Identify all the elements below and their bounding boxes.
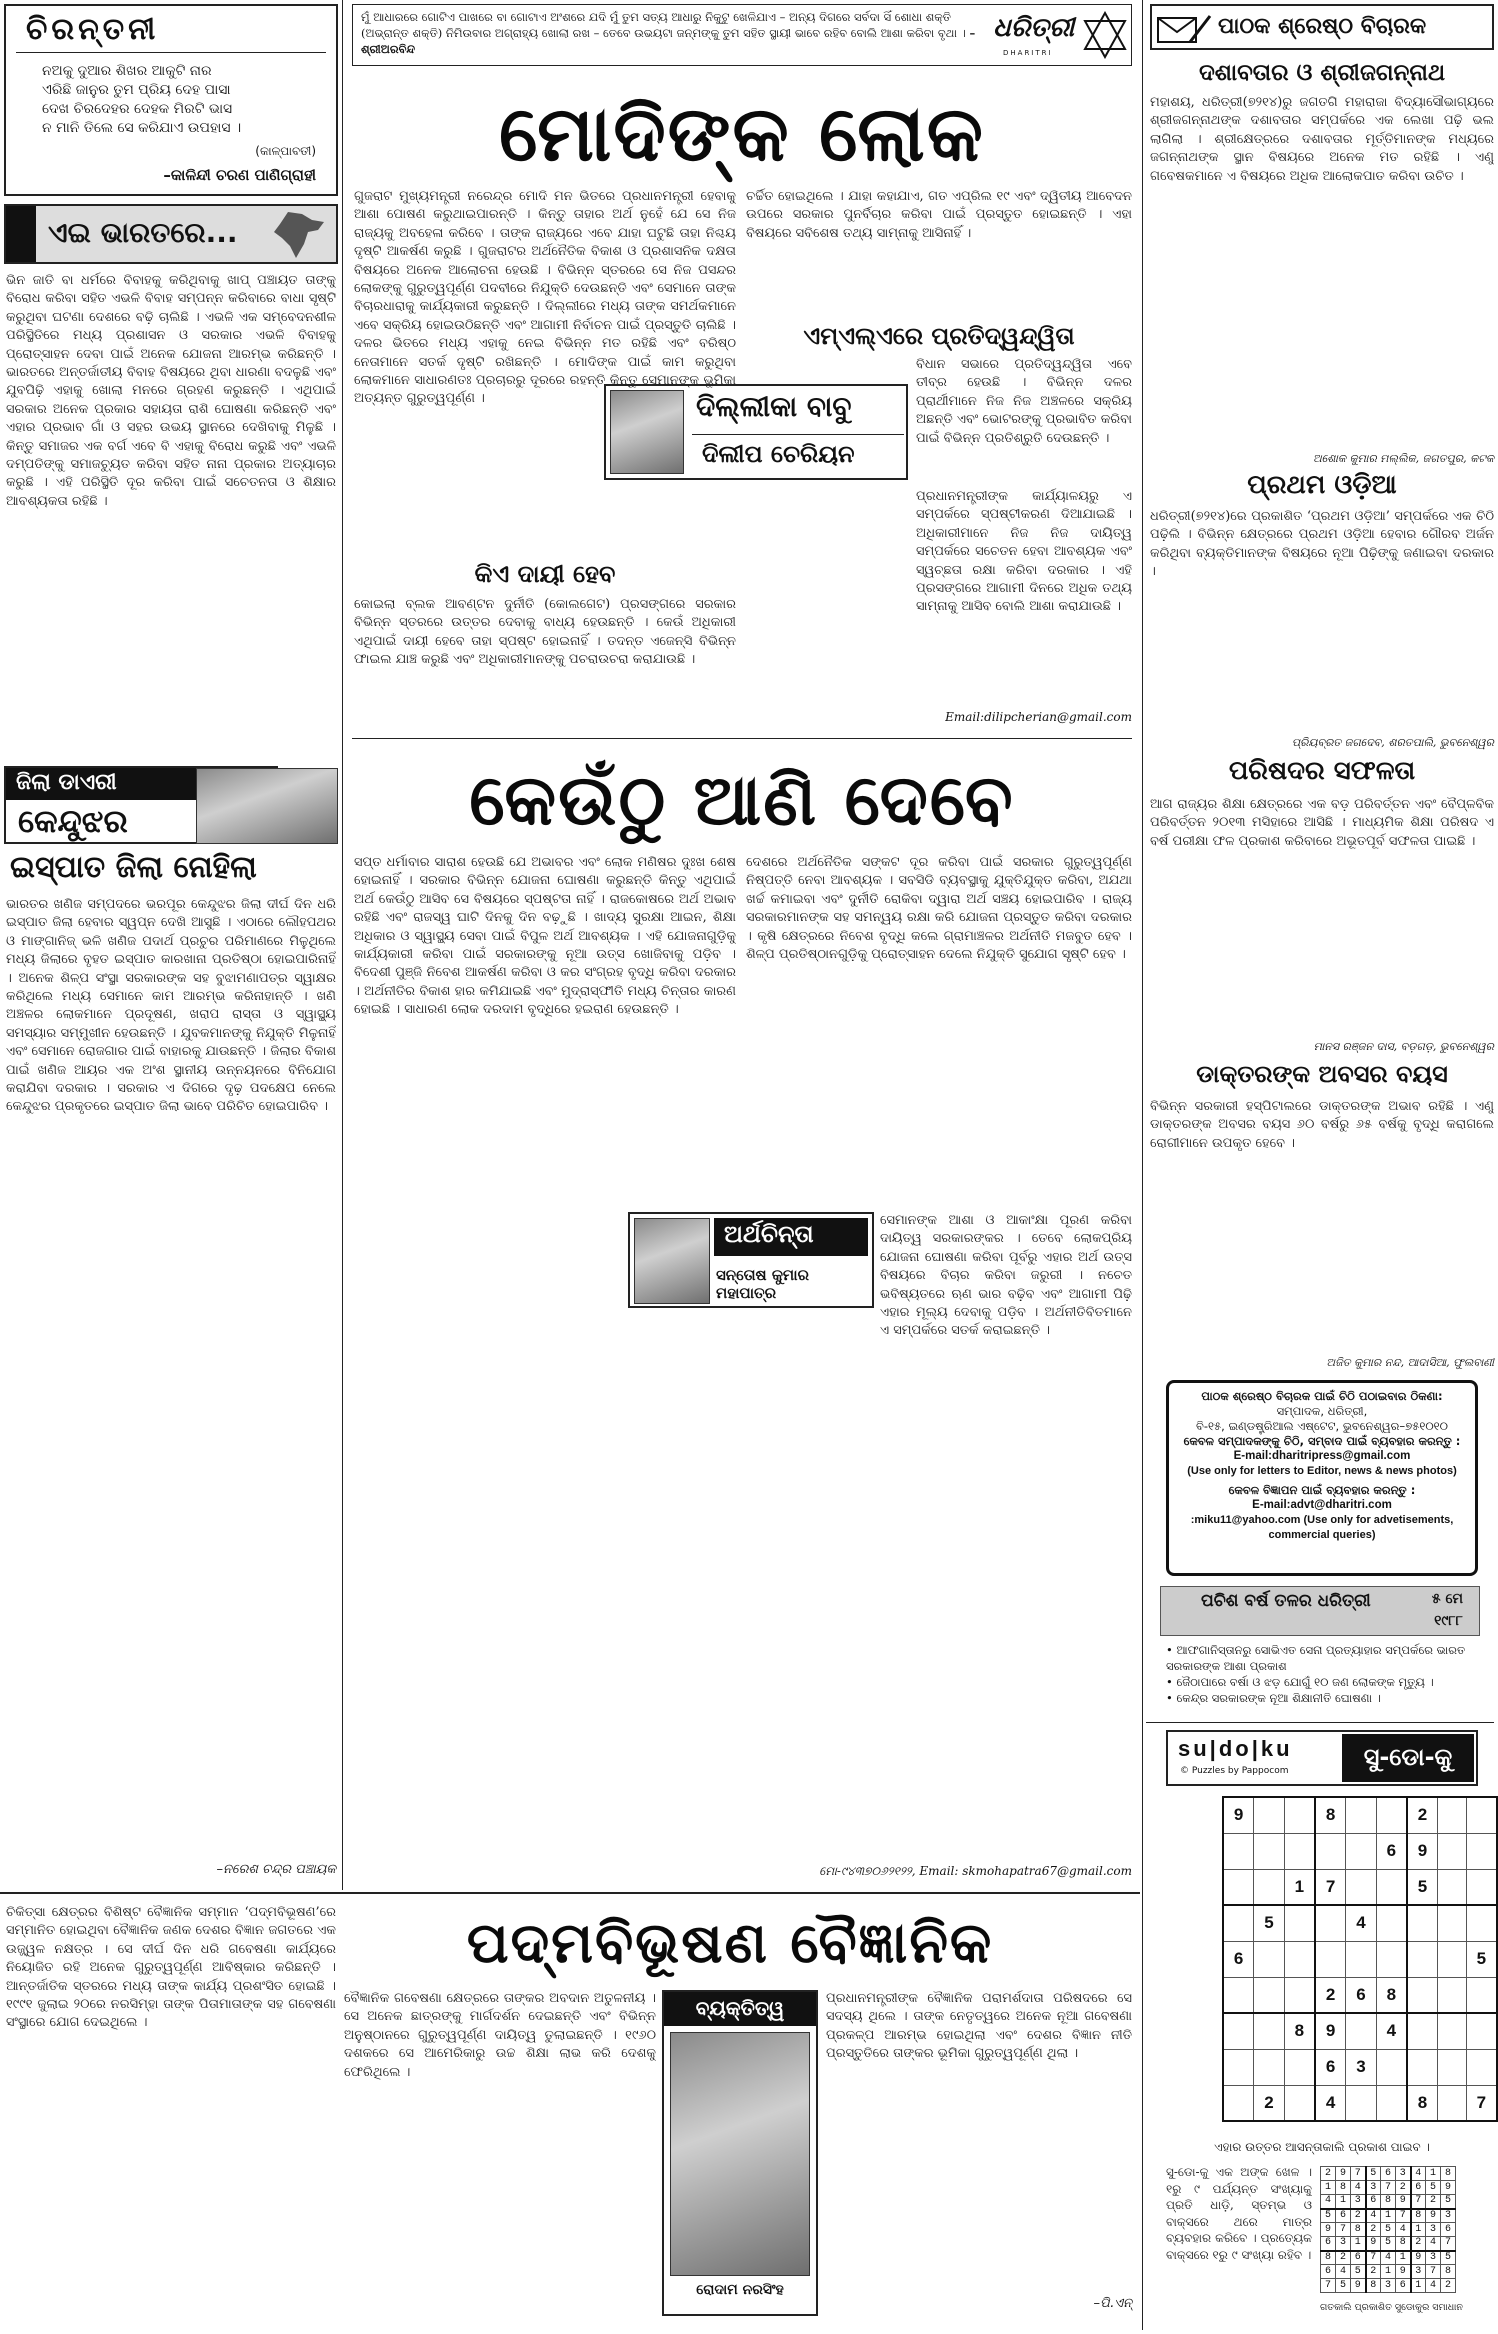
artha-chinta-box xyxy=(628,1212,874,1308)
solution-cell: 7 xyxy=(1336,2223,1351,2237)
sudoku-cell[interactable]: 2 xyxy=(1315,1977,1346,2013)
solution-cell: 4 xyxy=(1426,2279,1441,2293)
sudoku-cell[interactable] xyxy=(1346,1941,1377,1977)
modi-col2-mid: ବିଧାନ ସଭାରେ ପ୍ରତିଦ୍ୱନ୍ଦ୍ୱିତା ଏବେ ତୀବ୍ର ହେଉଛି । ବିଭିନ୍ନ ଦଳର ପ୍ରାର୍ଥୀମାନେ ନିଜ ନିଜ ଅଞ୍ଚଳରେ ସକ୍ରିୟ ଅଛନ୍ତି ଏବଂ ଭୋଟରଙ୍କୁ ପ୍ରଭାବିତ କରିବା ପାଇଁ ବିଭିନ୍ନ ପ୍ରତିଶ୍ରୁତି ଦେଉଛନ୍ତି । xyxy=(916,357,1132,446)
contact-box xyxy=(1166,1380,1478,1576)
sudoku-cell[interactable] xyxy=(1466,1833,1497,1869)
sudoku-cell[interactable] xyxy=(1223,2085,1254,2121)
solution-cell: 1 xyxy=(1336,2195,1351,2209)
sudoku-cell[interactable] xyxy=(1254,1833,1285,1869)
solution-cell: 9 xyxy=(1441,2181,1456,2195)
roddam-narasimha-photo xyxy=(670,2032,810,2276)
solution-cell: 4 xyxy=(1426,2237,1441,2251)
solution-cell: 3 xyxy=(1351,2195,1366,2209)
solution-cell: 7 xyxy=(1351,2167,1366,2181)
letter4-title: ଡାକ୍ତରଙ୍କ ଅବସର ବୟସ xyxy=(1196,1060,1448,1088)
solution-cell: 3 xyxy=(1426,2251,1441,2265)
solution-cell: 1 xyxy=(1411,2279,1426,2293)
solution-cell: 4 xyxy=(1396,2223,1411,2237)
masthead-quote-box xyxy=(352,4,1132,66)
sudoku-cell[interactable]: 6 xyxy=(1346,1977,1377,2013)
sudoku-cell[interactable] xyxy=(1284,1941,1315,1977)
jilla-byline: –ନରେଶ ଚନ୍ଦ୍ର ପଞ୍ଚାୟକ xyxy=(216,1862,336,1877)
solution-cell: 9 xyxy=(1396,2195,1411,2209)
solution-cell: 1 xyxy=(1426,2167,1441,2181)
solution-cell: 2 xyxy=(1366,2265,1381,2279)
sudoku-cell[interactable] xyxy=(1438,1977,1467,2013)
sudoku-cell[interactable] xyxy=(1466,2013,1497,2049)
india-map-icon xyxy=(268,210,328,260)
jilla-diary-label: ଜିଲା ଡାଏରୀ xyxy=(6,768,276,800)
solution-cell: 2 xyxy=(1426,2195,1441,2209)
pachis-item: • ଜୈଠାପାରେ ବର୍ଷା ଓ ଝଡ଼ ଯୋଗୁଁ ୧୦ ଜଣ ଲୋକଙ୍କ ମୃତ୍ୟୁ । xyxy=(1166,1675,1434,1689)
modi-subhead-kie-dayi: କିଏ ଦାୟୀ ହେବ xyxy=(474,560,616,588)
solution-cell: 7 xyxy=(1426,2265,1441,2279)
sudoku-cell[interactable]: 6 xyxy=(1376,1833,1407,1869)
sudoku-cell[interactable] xyxy=(1284,1797,1315,1833)
padma-col1: ଚିକିତ୍ସା କ୍ଷେତ୍ରର ବିଶିଷ୍ଟ ବୈଜ୍ଞାନିକ ସମ୍ମାନ ‘ପଦ୍ମବିଭୂଷଣ’ରେ ସମ୍ମାନିତ ହୋଇଥିବା ବୈଜ୍ଞାନିକ ଜଣକ ଦେଶର ବିଜ୍ଞାନ ଜଗତରେ ଏକ ଉଜ୍ଜ୍ୱଳ ନକ୍ଷତ୍ର । ସେ ଦୀର୍ଘ ଦିନ ଧରି ଗବେଷଣା କାର୍ଯ୍ୟରେ ନିୟୋଜିତ ରହି ଅନେକ ଗୁରୁତ୍ୱପୂର୍ଣ୍ଣ ଆବିଷ୍କାର କରିଛନ୍ତି । ଆନ୍ତର୍ଜାତିକ ସ୍ତରରେ ମଧ୍ୟ ତାଙ୍କ କାର୍ଯ୍ୟ ପ୍ରଶଂସିତ ହୋଇଛି । ୧୯୯୧ ଜୁଲାଇ ୨୦ରେ ନରସିମ୍ହା ତାଙ୍କ ପିତାମାତାଙ୍କ ସହ ଗବେଷଣା ସଂସ୍ଥାରେ ଯୋଗ ଦେଇଥିଲେ । xyxy=(6,1905,336,2031)
sudoku-cell[interactable] xyxy=(1376,2085,1407,2121)
solution-cell: 8 xyxy=(1396,2237,1411,2251)
sudoku-cell[interactable] xyxy=(1315,1833,1346,1869)
padma-caption: ରୋଦାମ ନରସିଂହ xyxy=(696,2282,784,2298)
solution-cell: 7 xyxy=(1441,2237,1456,2251)
letter1-sign: ଅଶୋକ କୁମାର ମଲ୍ଲିକ, ଜଗତପୁର, କଟକ xyxy=(1312,452,1494,465)
solution-cell: 5 xyxy=(1441,2195,1456,2209)
sudoku-cell[interactable]: 4 xyxy=(1376,2013,1407,2049)
solution-cell: 1 xyxy=(1396,2251,1411,2265)
sudoku-cell[interactable] xyxy=(1223,1905,1254,1941)
sudoku-cell[interactable] xyxy=(1466,1905,1497,1941)
contact-line1: କେବଳ ସମ୍ପାଦକଙ୍କୁ ଚିଠି, ସମ୍ବାଦ ପାଇଁ ବ୍ୟବହାର କରନ୍ତୁ : xyxy=(1183,1434,1461,1448)
modi-col2-bottom: ପ୍ରଧାନମନ୍ତ୍ରୀଙ୍କ କାର୍ଯ୍ୟାଳୟରୁ ଏ ସମ୍ପର୍କରେ ସ୍ପଷ୍ଟୀକରଣ ଦିଆଯାଇଛି । ଅଧିକାରୀମାନେ ନିଜ ନିଜ ଦାୟିତ୍ୱ ସମ୍ପର୍କରେ ସଚେତନ ହେବା ଆବଶ୍ୟକ ଏବଂ ସ୍ୱଚ୍ଛତା ରକ୍ଷା କରିବା ଦରକାର । ଏହି ପ୍ରସଙ୍ଗରେ ଆଗାମୀ ଦିନରେ ଅଧିକ ତଥ୍ୟ ସାମ୍ନାକୁ ଆସିବ ବୋଲି ଆଶା କରାଯାଉଛି । xyxy=(916,489,1132,615)
letter4-sign: ଅଜିତ କୁମାର ନନ୍ଦ, ଆଦାସିଆ, ଫୁଲବାଣୀ xyxy=(1326,1356,1494,1369)
solution-cell: 6 xyxy=(1396,2279,1411,2293)
sudoku-cell[interactable]: 8 xyxy=(1407,2085,1438,2121)
solution-cell: 3 xyxy=(1441,2209,1456,2223)
solution-cell: 6 xyxy=(1381,2167,1396,2181)
sudoku-cell[interactable] xyxy=(1466,2049,1497,2085)
sudoku-cell[interactable] xyxy=(1254,1797,1285,1833)
dilip-cherian-photo xyxy=(610,390,684,474)
letter2-title: ପ୍ରଥମ ଓଡ଼ିଆ xyxy=(1247,470,1397,500)
letter3-title: ପରିଷଦର ସଫଳତା xyxy=(1228,756,1416,786)
solution-cell: 7 xyxy=(1411,2195,1426,2209)
sudoku-cell[interactable] xyxy=(1284,2049,1315,2085)
sudoku-cell[interactable] xyxy=(1438,1797,1467,1833)
solution-cell: 3 xyxy=(1336,2237,1351,2251)
sudoku-cell[interactable] xyxy=(1438,1941,1467,1977)
sudoku-cell[interactable] xyxy=(1346,2013,1377,2049)
solution-cell: 7 xyxy=(1321,2279,1336,2293)
letter2-body: ଧରିତ୍ରୀ(୭୨୧୪)ରେ ପ୍ରକାଶିତ ‘ପ୍ରଥମ ଓଡ଼ିଆ’ ସମ୍ପର୍କରେ ଏକ ଚିଠି ପଢ଼ିଲି । ବିଭିନ୍ନ କ୍ଷେତ୍ରରେ ପ୍ରଥମ ଓଡ଼ିଆ ହେବାର ଗୌରବ ଅର୍ଜନ କରିଥିବା ବ୍ୟକ୍ତିମାନଙ୍କ ବିଷୟରେ ନୂଆ ପିଢ଼ିଙ୍କୁ ଜଣାଇବା ଦରକାର । xyxy=(1150,509,1494,580)
sudoku-cell[interactable] xyxy=(1376,1797,1407,1833)
kenthu-col3: ସେମାନଙ୍କ ଆଶା ଓ ଆକାଂକ୍ଷା ପୂରଣ କରିବା ଦାୟିତ୍ୱ ସରକାରଙ୍କର । ତେବେ ଲୋକପ୍ରିୟ ଯୋଜନା ଘୋଷଣା କରିବା ପୂର୍ବରୁ ଏହାର ଅର୍ଥ ଉତ୍ସ ବିଷୟରେ ବିଚାର କରିବା ଜରୁରୀ । ନଚେତ ଭବିଷ୍ୟତରେ ଋଣ ଭାର ବଢ଼ିବ ଏବଂ ଆଗାମୀ ପିଢ଼ି ଏହାର ମୂଲ୍ୟ ଦେବାକୁ ପଡ଼ିବ । ଅର୍ଥନୀତିବିତମାନେ ଏ ସମ୍ପର୍କରେ ସତର୍କ କରାଇଛନ୍ତି । xyxy=(880,1213,1132,1339)
sudoku-cell[interactable] xyxy=(1438,2085,1467,2121)
sudoku-cell[interactable] xyxy=(1438,2013,1467,2049)
letter3-sign: ମାନସ ରଞ୍ଜନ ଦାସ, ବଡ଼ଗଡ଼, ଭୁବନେଶ୍ୱର xyxy=(1313,1040,1494,1053)
sudoku-cell[interactable] xyxy=(1438,1869,1467,1905)
solution-cell: 2 xyxy=(1396,2181,1411,2195)
pathak-banner xyxy=(1150,4,1494,50)
sudoku-cell[interactable]: 6 xyxy=(1223,1941,1254,1977)
solution-cell: 4 xyxy=(1321,2195,1336,2209)
letter4-body: ବିଭିନ୍ନ ସରକାରୀ ହସ୍ପିଟାଲରେ ଡାକ୍ତରଙ୍କ ଅଭାବ ରହିଛି । ଏଣୁ ଡାକ୍ତରଙ୍କ ଅବସର ବୟସ ୬୦ ବର୍ଷରୁ ୬୫ ବର୍ଷକୁ ବୃଦ୍ଧି କରାଗଲେ ରୋଗୀମାନେ ଉପକୃତ ହେବେ । xyxy=(1150,1099,1494,1151)
sudoku-cell[interactable] xyxy=(1438,2049,1467,2085)
solution-cell: 9 xyxy=(1336,2167,1351,2181)
jilla-body: ଭାରତର ଖଣିଜ ସମ୍ପଦରେ ଭରପୂର କେନ୍ଦୁଝର ଜିଲା ଦୀର୍ଘ ଦିନ ଧରି ଇସ୍ପାତ ଜିଲା ହେବାର ସ୍ୱପ୍ନ ଦେଖି ଆସୁଛି । ଏଠାରେ ଲୌହପଥର ଓ ମାଙ୍ଗାନିଜ୍ ଭଳି ଖଣିଜ ପଦାର୍ଥ ପ୍ରଚୁର ପରିମାଣରେ ମିଳୁଥିଲେ ମଧ୍ୟ ଜିଲାରେ ବୃହତ ଇସ୍ପାତ କାରଖାନା ପ୍ରତିଷ୍ଠା ହୋଇପାରିନାହିଁ । ଅନେକ ଶିଳ୍ପ ସଂସ୍ଥା ସରକାରଙ୍କ ସହ ବୁଝାମଣାପତ୍ର ସ୍ୱାକ୍ଷର କରିଥିଲେ ମଧ୍ୟ ସେମାନେ କାମ ଆରମ୍ଭ କରିନାହାନ୍ତି । ଖଣି ଅଞ୍ଚଳର ଲୋକମାନେ ପ୍ରଦୂଷଣ, ଖରାପ ରାସ୍ତା ଓ ସ୍ୱାସ୍ଥ୍ୟ ସମସ୍ୟାର ସମ୍ମୁଖୀନ ହେଉଛନ୍ତି । ଯୁବକମାନଙ୍କୁ ନିଯୁକ୍ତି ମିଳୁନାହିଁ ଏବଂ ସେମାନେ ରୋଜଗାର ପାଇଁ ବାହାରକୁ ଯାଉଛନ୍ତି । ଜିଲାର ବିକାଶ ପାଇଁ ଖଣିଜ ଆୟର ଏକ ଅଂଶ ସ୍ଥାନୀୟ ଉନ୍ନୟନରେ ବିନିଯୋଗ କରାଯିବା ଦରକାର । ସରକାର ଏ ଦିଗରେ ଦୃଢ଼ ପଦକ୍ଷେପ ନେଲେ କେନ୍ଦୁଝର ପ୍ରକୃତରେ ଇସ୍ପାତ ଜିଲା ଭାବେ ପରିଚିତ ହୋଇପାରିବ । xyxy=(6,897,336,1115)
sudoku-cell[interactable] xyxy=(1466,1797,1497,1833)
solution-cell: 8 xyxy=(1336,2181,1351,2195)
solution-cell: 1 xyxy=(1321,2181,1336,2195)
solution-cell: 8 xyxy=(1381,2195,1396,2209)
solution-cell: 3 xyxy=(1381,2279,1396,2293)
pathak-title: ପାଠକ ଶ୍ରେଷ୍ଠ ବିଚାରକ xyxy=(1218,14,1427,39)
sudoku-cell[interactable] xyxy=(1254,2013,1285,2049)
sudoku-cell[interactable] xyxy=(1284,1833,1315,1869)
sudoku-cell[interactable]: 6 xyxy=(1315,2049,1346,2085)
solution-cell: 9 xyxy=(1366,2237,1381,2251)
sudoku-title: ସୁ-ଡୋ-କୁ xyxy=(1342,1734,1474,1782)
contact-note1: (Use only for letters to Editor, news & news photos) xyxy=(1187,1465,1457,1477)
solution-cell: 6 xyxy=(1321,2237,1336,2251)
sudoku-solution-grid xyxy=(1320,2166,1456,2293)
solution-cell: 5 xyxy=(1336,2279,1351,2293)
kenthu-col2: ଦେଶରେ ଅର୍ଥନୈତିକ ସଙ୍କଟ ଦୂର କରିବା ପାଇଁ ସରକାର ଗୁରୁତ୍ୱପୂର୍ଣ୍ଣ ନିଷ୍ପତ୍ତି ନେବା ଆବଶ୍ୟକ । ସବସିଡି ବ୍ୟବସ୍ଥାକୁ ଯୁକ୍ତିଯୁକ୍ତ କରିବା, ଅଯଥା ଖର୍ଚ୍ଚ କମାଇବା ଏବଂ ଦୁର୍ନୀତି ରୋକିବା ଦ୍ୱାରା ଅର୍ଥ ସଞ୍ଚୟ ହୋଇପାରିବ । ରାଜ୍ୟ ସରକାରମାନଙ୍କ ସହ ସମନ୍ୱୟ ରକ୍ଷା କରି ଯୋଜନା ପ୍ରସ୍ତୁତ କରିବା ଦରକାର । କୃଷି କ୍ଷେତ୍ରରେ ନିବେଶ ବୃଦ୍ଧି କଲେ ଗ୍ରାମାଞ୍ଚଳର ଅର୍ଥନୀତି ମଜବୁତ ହେବ । ଶିଳ୍ପ ପ୍ରତିଷ୍ଠାନଗୁଡ଼ିକୁ ପ୍ରୋତ୍ସାହନ ଦେଲେ ନିଯୁକ୍ତି ସୁଯୋଗ ସୃଷ୍ଟି ହେବ । xyxy=(746,855,1132,963)
santosh-mohapatra-photo xyxy=(634,1218,710,1304)
solution-cell: 8 xyxy=(1321,2251,1336,2265)
contact-address1: ସମ୍ପାଦକ, ଧରିତ୍ରୀ, xyxy=(1276,1404,1368,1418)
sudoku-cell[interactable] xyxy=(1223,2013,1254,2049)
sudoku-cell[interactable] xyxy=(1466,1869,1497,1905)
sudoku-cell[interactable] xyxy=(1376,1905,1407,1941)
ei-bharatare-body: ଭିନ ଜାତି ବା ଧର୍ମରେ ବିବାହକୁ କରିଥିବାକୁ ଖାପ୍ ପଞ୍ଚାୟତ ତାଙ୍କୁ ବିରୋଧ କରିବା ସହିତ ଏଭଳି ବିବାହ ସମ୍ପନ୍ନ କରିବାରେ ବାଧା ସୃଷ୍ଟି କରୁଥିବା ଘଟଣା ଦେଶରେ ବଢ଼ି ଚାଲିଛି । ଏଭଳି ଏକ ସମ୍ବେଦନଶୀଳ ପରିସ୍ଥିତିରେ ମଧ୍ୟ ପ୍ରଶାସନ ଓ ସରକାର ଏଭଳି ବିବାହକୁ ପ୍ରୋତ୍ସାହନ ଦେବା ପାଇଁ ଅନେକ ଯୋଜନା ଆରମ୍ଭ କରିଛନ୍ତି । ଭାରତରେ ଅନ୍ତର୍ଜାତୀୟ ବିବାହ ବିଷୟରେ ଥିବା ଧାରଣା ବଦଳୁଛି ଏବଂ ଯୁବପିଢ଼ି ଏହାକୁ ଖୋଲା ମନରେ ଗ୍ରହଣ କରୁଛନ୍ତି । ଏଥିପାଇଁ ସରକାର ଅନେକ ପ୍ରକାର ସହାୟତା ରାଶି ଘୋଷଣା କରିଛନ୍ତି ଏବଂ ଏହାର ପ୍ରଭାବ ଗାଁ ଓ ସହର ଉଭୟ ସ୍ଥାନରେ ଦେଖିବାକୁ ମିଳୁଛି । କିନ୍ତୁ ସମାଜର ଏକ ବର୍ଗ ଏବେ ବି ଏହାକୁ ବିରୋଧ କରୁଛି ଏବଂ ଏଭଳି ଦମ୍ପତିଙ୍କୁ ସମାଜଚ୍ୟୁତ କରିବା ସହିତ ନାନା ପ୍ରକାର ଅତ୍ୟାଚାର କରୁଛି । ଏହି ପରିସ୍ଥିତି ଦୂର କରିବା ପାଇଁ ସଚେତନତା ଓ ଶିକ୍ଷାର ଆବଶ୍ୟକତା ରହିଛି । xyxy=(6,273,336,509)
solution-cell: 7 xyxy=(1366,2251,1381,2265)
ei-bharatare-banner xyxy=(4,204,338,264)
padma-byline: –ପି.ଏନ୍ xyxy=(1093,2296,1132,2311)
solution-cell: 2 xyxy=(1336,2251,1351,2265)
contact-address2: ବି-୧୫, ଇଣ୍ଡଷ୍ଟ୍ରିଆଲ ଏଷ୍ଟେଟ, ଭୁବନେଶ୍ୱର–୭୫୧୦୧୦ xyxy=(1196,1419,1448,1433)
modi-col1: ଗୁଜରାଟ ମୁଖ୍ୟମନ୍ତ୍ରୀ ନରେନ୍ଦ୍ର ମୋଦି ମନ ଭିତରେ ପ୍ରଧାନମନ୍ତ୍ରୀ ହେବାକୁ ଆଶା ପୋଷଣ କରୁଥାଇପାରନ୍ତି । କିନ୍ତୁ ତାହାର ଅର୍ଥ ନୁହେଁ ଯେ ସେ ନିଜ ରାଜ୍ୟକୁ ଅବହେଳା କରିବେ । ତାଙ୍କ ରାଜ୍ୟରେ ଏବେ ଯାହା ଘଟୁଛି ତାହା ନିଶ୍ଚୟ ଦୃଷ୍ଟି ଆକର୍ଷଣ କରୁଛି । ଗୁଜରାଟର ଅର୍ଥନୈତିକ ବିକାଶ ଓ ପ୍ରଶାସନିକ ଦକ୍ଷତା ବିଷୟରେ ଅନେକ ଆଲୋଚନା ହେଉଛି । ବିଭିନ୍ନ ସ୍ତରରେ ସେ ନିଜ ପସନ୍ଦର ଲୋକଙ୍କୁ ଗୁରୁତ୍ୱପୂର୍ଣ୍ଣ ପଦବୀରେ ନିଯୁକ୍ତି ଦେଉଛନ୍ତି ଏବଂ ସେମାନେ ତାଙ୍କ ବିଚାରଧାରାକୁ କାର୍ଯ୍ୟକାରୀ କରୁଛନ୍ତି । ଦିଲ୍ଲୀରେ ମଧ୍ୟ ତାଙ୍କ ସମର୍ଥକମାନେ ଏବେ ସକ୍ରିୟ ହୋଇଉଠିଛନ୍ତି ଏବଂ ଆଗାମୀ ନିର୍ବାଚନ ପାଇଁ ପ୍ରସ୍ତୁତି ଚାଲିଛି । ଦଳର ଭିତରେ ମଧ୍ୟ ଏହାକୁ ନେଇ ବିଭିନ୍ନ ମତ ରହିଛି ଏବଂ ବରିଷ୍ଠ ନେତାମାନେ ସତର୍କ ଦୃଷ୍ଟି ରଖିଛନ୍ତି । ମୋଦିଙ୍କ ପାଇଁ କାମ କରୁଥିବା ଲୋକମାନେ ସାଧାରଣତଃ ପ୍ରଚାରରୁ ଦୂରରେ ରହନ୍ତି କିନ୍ତୁ ସେମାନଙ୍କ ଭୂମିକା ଅତ୍ୟନ୍ତ ଗୁରୁତ୍ୱପୂର୍ଣ୍ଣ । xyxy=(354,189,736,407)
solution-cell: 5 xyxy=(1351,2265,1366,2279)
sudoku-cell[interactable] xyxy=(1407,1977,1438,2013)
solution-cell: 6 xyxy=(1336,2209,1351,2223)
padma-col3: ପ୍ରଧାନମନ୍ତ୍ରୀଙ୍କ ବୈଜ୍ଞାନିକ ପରାମର୍ଶଦାତା ପରିଷଦରେ ସେ ସଦସ୍ୟ ଥିଲେ । ତାଙ୍କ ନେତୃତ୍ୱରେ ଅନେକ ନୂଆ ଗବେଷଣା ପ୍ରକଳ୍ପ ଆରମ୍ଭ ହୋଇଥିଲା ଏବଂ ଦେଶର ବିଜ୍ଞାନ ନୀତି ପ୍ରସ୍ତୁତିରେ ତାଙ୍କର ଭୂମିକା ଗୁରୁତ୍ୱପୂର୍ଣ୍ଣ ଥିଲା । xyxy=(826,1991,1132,2062)
solution-cell: 5 xyxy=(1381,2237,1396,2251)
solution-cell: 6 xyxy=(1411,2181,1426,2195)
dharitri-logo: ଧରିତ୍ରୀ xyxy=(993,13,1075,43)
contact-email3[interactable]: :miku11@yahoo.com (Use only for advetisements, commercial queries) xyxy=(1190,1514,1454,1541)
sudoku-cell[interactable] xyxy=(1223,1833,1254,1869)
sudoku-cell[interactable] xyxy=(1466,1977,1497,2013)
sudoku-answer-note: ଏହାର ଉତ୍ତର ଆସନ୍ତାକାଲି ପ୍ରକାଶ ପାଇବ । xyxy=(1214,2140,1430,2154)
sudoku-cell[interactable] xyxy=(1346,1797,1377,1833)
masthead-quote: ମୁଁ ଆଧାରରେ ଗୋଟିଏ ପାଖରେ ବା ଗୋଟାଏ ଅଂଶରେ ଯଦି ମୁଁ ତୁମ ସତ୍ୟ ଆଧାରୁ ନିକୁଟୁ ଖେଳିଯାଏ – ଅନ୍ୟ ଦିଗରେ ସର୍ବଦା ସିଁ ଶୋଧା ଶକ୍ତି (ଅଭ୍ରାନ୍ତ ଶକ୍ତି) ନିମିଉବାର ଅଗ୍ରାହ୍ୟ ଖୋଲା ରଖ – ତେବେ ଉଭୟଟା ଜନ୍ମଙ୍କୁ ତୁମ ସହିତ ସ୍ଥାୟୀ ଭାବେ ରହିବ ବୋଲି ଆଶା କରିବା ବୃଥା । –ଶ୍ରୀଅରବିନ୍ଦ xyxy=(361,10,976,56)
modi-col2-top: ଚର୍ଚ୍ଚିତ ହୋଇଥିଲେ । ଯାହା କହାଯାଏ, ଗତ ଏପ୍ରିଲ ୧୯ ଏବଂ ଦ୍ୱିତୀୟ ଆବେଦନ ଉପରେ ସରକାର ପୁନର୍ବିଚାର କରିବା ପାଇଁ ପ୍ରସ୍ତୁତ ହୋଇଛନ୍ତି । ଏହା ବିଷୟରେ ସବିଶେଷ ତଥ୍ୟ ସାମ୍ନାକୁ ଆସିନାହିଁ । xyxy=(746,189,1132,241)
sudoku-cell[interactable]: 2 xyxy=(1254,2085,1285,2121)
solution-cell: 1 xyxy=(1381,2209,1396,2223)
sudoku-cell[interactable] xyxy=(1346,1869,1377,1905)
sudoku-brand: su|do|ku xyxy=(1178,1736,1293,1761)
sudoku-cell[interactable] xyxy=(1254,1977,1285,2013)
sudoku-cell[interactable] xyxy=(1438,1905,1467,1941)
district-name: କେନ୍ଦୁଝର xyxy=(18,802,128,840)
solution-cell: 4 xyxy=(1366,2209,1381,2223)
solution-cell: 3 xyxy=(1366,2181,1381,2195)
sudoku-cell[interactable]: 1 xyxy=(1284,1869,1315,1905)
sudoku-cell[interactable]: 5 xyxy=(1466,1941,1497,1977)
solution-cell: 9 xyxy=(1396,2265,1411,2279)
sudoku-cell[interactable] xyxy=(1376,1869,1407,1905)
solution-cell: 6 xyxy=(1351,2251,1366,2265)
solution-cell: 8 xyxy=(1366,2279,1381,2293)
sudoku-cell[interactable] xyxy=(1284,1905,1315,1941)
pachis-barsa-box xyxy=(1160,1586,1480,1636)
solution-cell: 2 xyxy=(1321,2167,1336,2181)
chirantani-poem: ନଅକୁ ଦୁଆର ଶିଖର ଆକୁଟି ନାର ଏରିଛି ଜାନୁର ତୁମ ପ୍ରିୟ ଦେହ ପାସା ଦେଖ ଚିରଦେହର ଦେହକ ମିରଟି ଭାସ ନ ମାନି ତିଲେ ସେ କରିଯାଏ ଉପହାସ । xyxy=(42,63,242,136)
byaktitwa-box xyxy=(662,1990,818,2316)
modi-email: Email:dilipcherian@gmail.com xyxy=(945,710,1132,724)
sudoku-cell[interactable] xyxy=(1315,1941,1346,1977)
modi-headline: ମୋଦିଙ୍କ ଲୋକ xyxy=(499,89,985,178)
star-emblem-icon xyxy=(1083,11,1127,59)
sudoku-cell[interactable] xyxy=(1315,1905,1346,1941)
solution-cell: 3 xyxy=(1426,2223,1441,2237)
sudoku-cell[interactable] xyxy=(1223,1869,1254,1905)
sudoku-cell[interactable] xyxy=(1254,1941,1285,1977)
solution-cell: 9 xyxy=(1426,2209,1441,2223)
solution-cell: 6 xyxy=(1366,2195,1381,2209)
padma-col2: ବୈଜ୍ଞାନିକ ଗବେଷଣା କ୍ଷେତ୍ରରେ ତାଙ୍କର ଅବଦାନ ଅତୁଳନୀୟ । ସେ ଅନେକ ଛାତ୍ରଙ୍କୁ ମାର୍ଗଦର୍ଶନ ଦେଇଛନ୍ତି ଏବଂ ବିଭିନ୍ନ ଅନୁଷ୍ଠାନରେ ଗୁରୁତ୍ୱପୂର୍ଣ୍ଣ ଦାୟିତ୍ୱ ତୁଲାଇଛନ୍ତି । ୧୯୬୦ ଦଶକରେ ସେ ଆମେରିକାରୁ ଉଚ୍ଚ ଶିକ୍ଷା ଲାଭ କରି ଦେଶକୁ ଫେରିଥିଲେ । xyxy=(344,1991,656,2080)
solution-cell: 6 xyxy=(1441,2223,1456,2237)
sudoku-cell[interactable]: 9 xyxy=(1223,1797,1254,1833)
sudoku-cell[interactable]: 5 xyxy=(1407,1869,1438,1905)
sudoku-header xyxy=(1166,1730,1478,1786)
solution-cell: 2 xyxy=(1366,2223,1381,2237)
pachis-barsa-title: ପଚିଶ ବର୍ଷ ତଳର ଧରିତ୍ରୀ xyxy=(1201,1591,1371,1611)
pachis-year: ୧୯୮୮ xyxy=(1434,1613,1463,1629)
chirantani-box xyxy=(4,4,338,196)
sudoku-cell[interactable] xyxy=(1407,1905,1438,1941)
sudoku-cell[interactable] xyxy=(1376,2049,1407,2085)
district-temple-photo xyxy=(196,768,338,844)
solution-cell: 5 xyxy=(1321,2209,1336,2223)
solution-cell: 4 xyxy=(1411,2167,1426,2181)
contact-email1[interactable]: E-mail:dharitripress@gmail.com xyxy=(1233,1450,1411,1462)
sudoku-brand-sub: © Puzzles by Pappocom xyxy=(1180,1766,1289,1776)
dilli-column-name: ଦିଲ୍ଲୀକା ବାବୁ xyxy=(696,390,852,423)
solution-cell: 4 xyxy=(1351,2181,1366,2195)
sudoku-cell[interactable]: 2 xyxy=(1407,1797,1438,1833)
jilla-headline: ଇସ୍ପାତ ଜିଲା ନୋହିଲା xyxy=(10,850,257,885)
solution-cell: 8 xyxy=(1351,2223,1366,2237)
pachis-items xyxy=(1166,1642,1476,1706)
kenthu-email: ମୋ-୯୪୩୭୦୬୨୧୨୨, Email: skmohapatra67@gmail.com xyxy=(819,1864,1132,1878)
dilli-author: ଦିଲୀପ ଚେରିୟନ xyxy=(702,440,855,468)
solution-cell: 5 xyxy=(1381,2223,1396,2237)
pachis-item: • ଆଫଗାନିସ୍ତାନରୁ ସୋଭିଏତ ସେନା ପ୍ରତ୍ୟାହାର ସମ୍ପର୍କରେ ଭାରତ ସରକାରଙ୍କ ଆଶା ପ୍ରକାଶ xyxy=(1166,1643,1466,1673)
sudoku-solution-note: ଗତକାଲି ପ୍ରକାଶିତ ସୁଡୋକୁର ସମାଧାନ xyxy=(1320,2302,1463,2313)
sudoku-cell[interactable] xyxy=(1284,1977,1315,2013)
solution-cell: 9 xyxy=(1351,2279,1366,2293)
sudoku-cell[interactable]: 9 xyxy=(1315,2013,1346,2049)
contact-intro: ପାଠକ ଶ୍ରେଷ୍ଠ ବିଚାରକ ପାଇଁ ଚିଠି ପଠାଇବାର ଠିକଣା: xyxy=(1201,1389,1443,1403)
envelope-pen-icon xyxy=(1156,12,1212,44)
letter1-title: ଦଶାବତାର ଓ ଶ୍ରୀଜଗନ୍ନାଥ xyxy=(1198,60,1446,86)
sudoku-cell[interactable]: 8 xyxy=(1376,1977,1407,2013)
kenthu-headline: କେଉଁଠୁ ଆଣି ଦେବେ xyxy=(469,759,1015,841)
solution-cell: 3 xyxy=(1396,2167,1411,2181)
sudoku-cell[interactable] xyxy=(1376,1941,1407,1977)
letter2-sign: ପ୍ରିୟବ୍ରତ ଜଗଦେବ, ଶରତପାଲି, ଭୁବନେଶ୍ୱର xyxy=(1291,736,1494,749)
pachis-item: • କେନ୍ଦ୍ର ସରକାରଙ୍କ ନୂଆ ଶିକ୍ଷାନୀତି ଘୋଷଣା । xyxy=(1166,1691,1381,1705)
solution-cell: 1 xyxy=(1381,2265,1396,2279)
letter3-body: ଆଗ ରାଜ୍ୟର ଶିକ୍ଷା କ୍ଷେତ୍ରରେ ଏକ ବଡ଼ ପରିବର୍ତ୍ତନ ଏବଂ ବୈପ୍ଳବିକ ପରିବର୍ତ୍ତନ ୨୦୧୩ ମସିହାରେ ଆସିଛି । ମାଧ୍ୟମିକ ଶିକ୍ଷା ପରିଷଦ ଏ ବର୍ଷ ପରୀକ୍ଷା ଫଳ ପ୍ରକାଶ କରିବାରେ ଅଭୂତପୂର୍ବ ସଫଳତା ପାଇଛି । xyxy=(1150,797,1494,849)
sudoku-cell[interactable] xyxy=(1223,2049,1254,2085)
sudoku-cell[interactable] xyxy=(1254,1869,1285,1905)
solution-cell: 7 xyxy=(1381,2181,1396,2195)
modi-subhead-mla: ଏମ୍ଏଲ୍ଏରେ ପ୍ରତିଦ୍ୱନ୍ଦ୍ୱିତା xyxy=(803,322,1075,350)
solution-cell: 5 xyxy=(1366,2167,1381,2181)
chirantani-poet: –କାଳିନ୍ଦୀ ଚରଣ ପାଣିଗ୍ରାହୀ xyxy=(163,166,316,184)
sudoku-cell[interactable] xyxy=(1438,1833,1467,1869)
sudoku-cell[interactable] xyxy=(1223,1977,1254,2013)
solution-cell: 4 xyxy=(1381,2251,1396,2265)
modi-col1-bottom: କୋଇଲା ବ୍ଲକ ଆବଣ୍ଟନ ଦୁର୍ନୀତି (କୋଲଗେଟ) ପ୍ରସଙ୍ଗରେ ସରକାର ବିଭିନ୍ନ ସ୍ତରରେ ଉତ୍ତର ଦେବାକୁ ବାଧ୍ୟ ହେଉଛନ୍ତି । କେଉଁ ଅଧିକାରୀ ଏଥିପାଇଁ ଦାୟୀ ହେବେ ତାହା ସ୍ପଷ୍ଟ ହୋଇନାହିଁ । ତଦନ୍ତ ଏଜେନ୍ସି ବିଭିନ୍ନ ଫାଇଲ ଯାଞ୍ଚ କରୁଛି ଏବଂ ଅଧିକାରୀମାନଙ୍କୁ ପଚରାଉଚରା କରାଯାଉଛି । xyxy=(354,597,736,668)
sudoku-cell[interactable]: 8 xyxy=(1315,1797,1346,1833)
dharitri-logo-sub: DHARITRI xyxy=(1003,49,1053,57)
solution-cell: 5 xyxy=(1441,2251,1456,2265)
sudoku-cell[interactable]: 7 xyxy=(1315,1869,1346,1905)
santosh-author: ସନ୍ତୋଷ କୁମାର ମହାପାତ୍ର xyxy=(716,1266,809,1302)
solution-cell: 2 xyxy=(1351,2209,1366,2223)
sudoku-cell[interactable] xyxy=(1346,2085,1377,2121)
sudoku-cell[interactable]: 4 xyxy=(1346,1905,1377,1941)
solution-cell: 5 xyxy=(1426,2181,1441,2195)
contact-line2: କେବଳ ବିଜ୍ଞାପନ ପାଇଁ ବ୍ୟବହାର କରନ୍ତୁ : xyxy=(1228,1483,1416,1497)
sudoku-cell[interactable] xyxy=(1407,2013,1438,2049)
solution-cell: 7 xyxy=(1396,2209,1411,2223)
letter1-body: ମହାଶୟ, ଧରିତ୍ରୀ(୭୨୧୪)ରୁ ଜଗତଗି ମହାରାଜା ବିଦ୍ୟାସୌଭାଗ୍ୟରେ ଶ୍ରୀଜଗନ୍ନାଥଙ୍କ ଦଶାବତାର ସମ୍ପର୍କରେ ଏକ ଲେଖା ପଢ଼ି ଭଲ ଲାଗିଲା । ଶ୍ରୀକ୍ଷେତ୍ରରେ ଦଶାବତାର ମୂର୍ତ୍ତିମାନଙ୍କ ମଧ୍ୟରେ ଜଗନ୍ନାଥଙ୍କ ସ୍ଥାନ ବିଷୟରେ ଅନେକ ମତ ରହିଛି । ଏଣୁ ଗବେଷକମାନେ ଏ ବିଷୟରେ ଅଧିକ ଆଲୋକପାତ କରିବା ଉଚିତ । xyxy=(1150,95,1494,184)
solution-cell: 1 xyxy=(1411,2223,1426,2237)
solution-cell: 9 xyxy=(1411,2251,1426,2265)
sudoku-cell[interactable]: 8 xyxy=(1284,2013,1315,2049)
sudoku-rules: ସୁ-ଡୋ-କୁ ଏକ ଅଙ୍କ ଖେଳ । ୧ରୁ ୯ ପର୍ଯ୍ୟନ୍ତ ସଂଖ୍ୟାକୁ ପ୍ରତି ଧାଡ଼ି, ସ୍ତମ୍ଭ ଓ ବାକ୍ସରେ ଥରେ ମାତ୍ର ବ୍ୟବହାର କରିବେ । ପ୍ରତ୍ୟେକ ବାକ୍ସରେ ୧ରୁ ୯ ସଂଖ୍ୟା ରହିବ । xyxy=(1166,2165,1312,2262)
sudoku-cell[interactable]: 5 xyxy=(1254,1905,1285,1941)
kenthu-col1: ସପ୍ତ ଧର୍ମାବାର ସାରାଶ ହେଉଛି ଯେ ଅଭାବର ଏବଂ ଲୋକ ମଣିଷର ଦୁଃଖ ଶେଷ ହୋଇନାହିଁ । ସରକାର ବିଭିନ୍ନ ଯୋଜନା ଘୋଷଣା କରୁଛନ୍ତି କିନ୍ତୁ ଏଥିପାଇଁ ଅର୍ଥ କେଉଁଠୁ ଆସିବ ସେ ବିଷୟରେ ସ୍ପଷ୍ଟତା ନାହିଁ । ରାଜକୋଷରେ ଅର୍ଥ ଅଭାବ ରହିଛି ଏବଂ ରାଜସ୍ୱ ଘାଟି ଦିନକୁ ଦିନ ବଢ଼ୁଛି । ଖାଦ୍ୟ ସୁରକ୍ଷା ଆଇନ, ଶିକ୍ଷା ଅଧିକାର ଓ ସ୍ୱାସ୍ଥ୍ୟ ସେବା ପାଇଁ ବିପୁଳ ଅର୍ଥ ଆବଶ୍ୟକ । ଏହି ଯୋଜନାଗୁଡ଼ିକୁ କାର୍ଯ୍ୟକାରୀ କରିବା ପାଇଁ ସରକାରଙ୍କୁ ନୂଆ ଉତ୍ସ ଖୋଜିବାକୁ ପଡ଼ିବ । ବିଦେଶୀ ପୁଞ୍ଜି ନିବେଶ ଆକର୍ଷଣ କରିବା ଓ କର ସଂଗ୍ରହ ବୃଦ୍ଧି କରିବା ଦରକାର । ଅର୍ଥନୀତିର ବିକାଶ ହାର କମିଯାଇଛି ଏବଂ ମୁଦ୍ରାସ୍ଫୀତି ମଧ୍ୟ ଚିନ୍ତାର କାରଣ ହୋଇଛି । ସାଧାରଣ ଲୋକ ଦରଦାମ ବୃଦ୍ଧିରେ ହଇରାଣ ହେଉଛନ୍ତି । xyxy=(354,855,736,1018)
byaktitwa-tag: ବ୍ୟକ୍ତିତ୍ୱ xyxy=(664,1992,816,2026)
padma-headline: ପଦ୍ମବିଭୂଷଣ ବୈଜ୍ଞାନିକ xyxy=(466,1911,994,1976)
dilli-babu-box xyxy=(604,384,908,480)
solution-cell: 8 xyxy=(1411,2209,1426,2223)
sudoku-cell[interactable] xyxy=(1407,2049,1438,2085)
sudoku-cell[interactable] xyxy=(1254,2049,1285,2085)
artha-chinta-column: ଅର୍ଥଚିନ୍ତା xyxy=(714,1218,868,1256)
solution-cell: 6 xyxy=(1321,2265,1336,2279)
quote-author: –ଶ୍ରୀଅରବିନ୍ଦ xyxy=(361,26,976,56)
sudoku-cell[interactable] xyxy=(1407,1941,1438,1977)
solution-cell: 3 xyxy=(1411,2265,1426,2279)
solution-cell: 2 xyxy=(1441,2279,1456,2293)
sudoku-grid[interactable] xyxy=(1222,1796,1498,2122)
contact-email2[interactable]: E-mail:advt@dharitri.com xyxy=(1252,1499,1392,1511)
solution-cell: 1 xyxy=(1351,2237,1366,2251)
solution-cell: 2 xyxy=(1411,2237,1426,2251)
solution-cell: 9 xyxy=(1321,2223,1336,2237)
chirantani-title: ଚିରନ୍ତନୀ xyxy=(26,12,160,47)
sudoku-cell[interactable] xyxy=(1346,1833,1377,1869)
sudoku-cell[interactable] xyxy=(1284,2085,1315,2121)
ei-bharatare-title: ଏଇ ଭାରତରେ... xyxy=(48,216,238,249)
solution-cell: 4 xyxy=(1336,2265,1351,2279)
sudoku-cell[interactable]: 4 xyxy=(1315,2085,1346,2121)
solution-cell: 8 xyxy=(1441,2167,1456,2181)
sudoku-cell[interactable]: 3 xyxy=(1346,2049,1377,2085)
chirantani-source: (କାଳ୍ପାବତୀ) xyxy=(255,144,316,158)
sudoku-cell[interactable]: 7 xyxy=(1466,2085,1497,2121)
sudoku-cell[interactable]: 9 xyxy=(1407,1833,1438,1869)
pachis-date: ୫ ମେ xyxy=(1431,1591,1463,1607)
solution-cell: 8 xyxy=(1441,2265,1456,2279)
